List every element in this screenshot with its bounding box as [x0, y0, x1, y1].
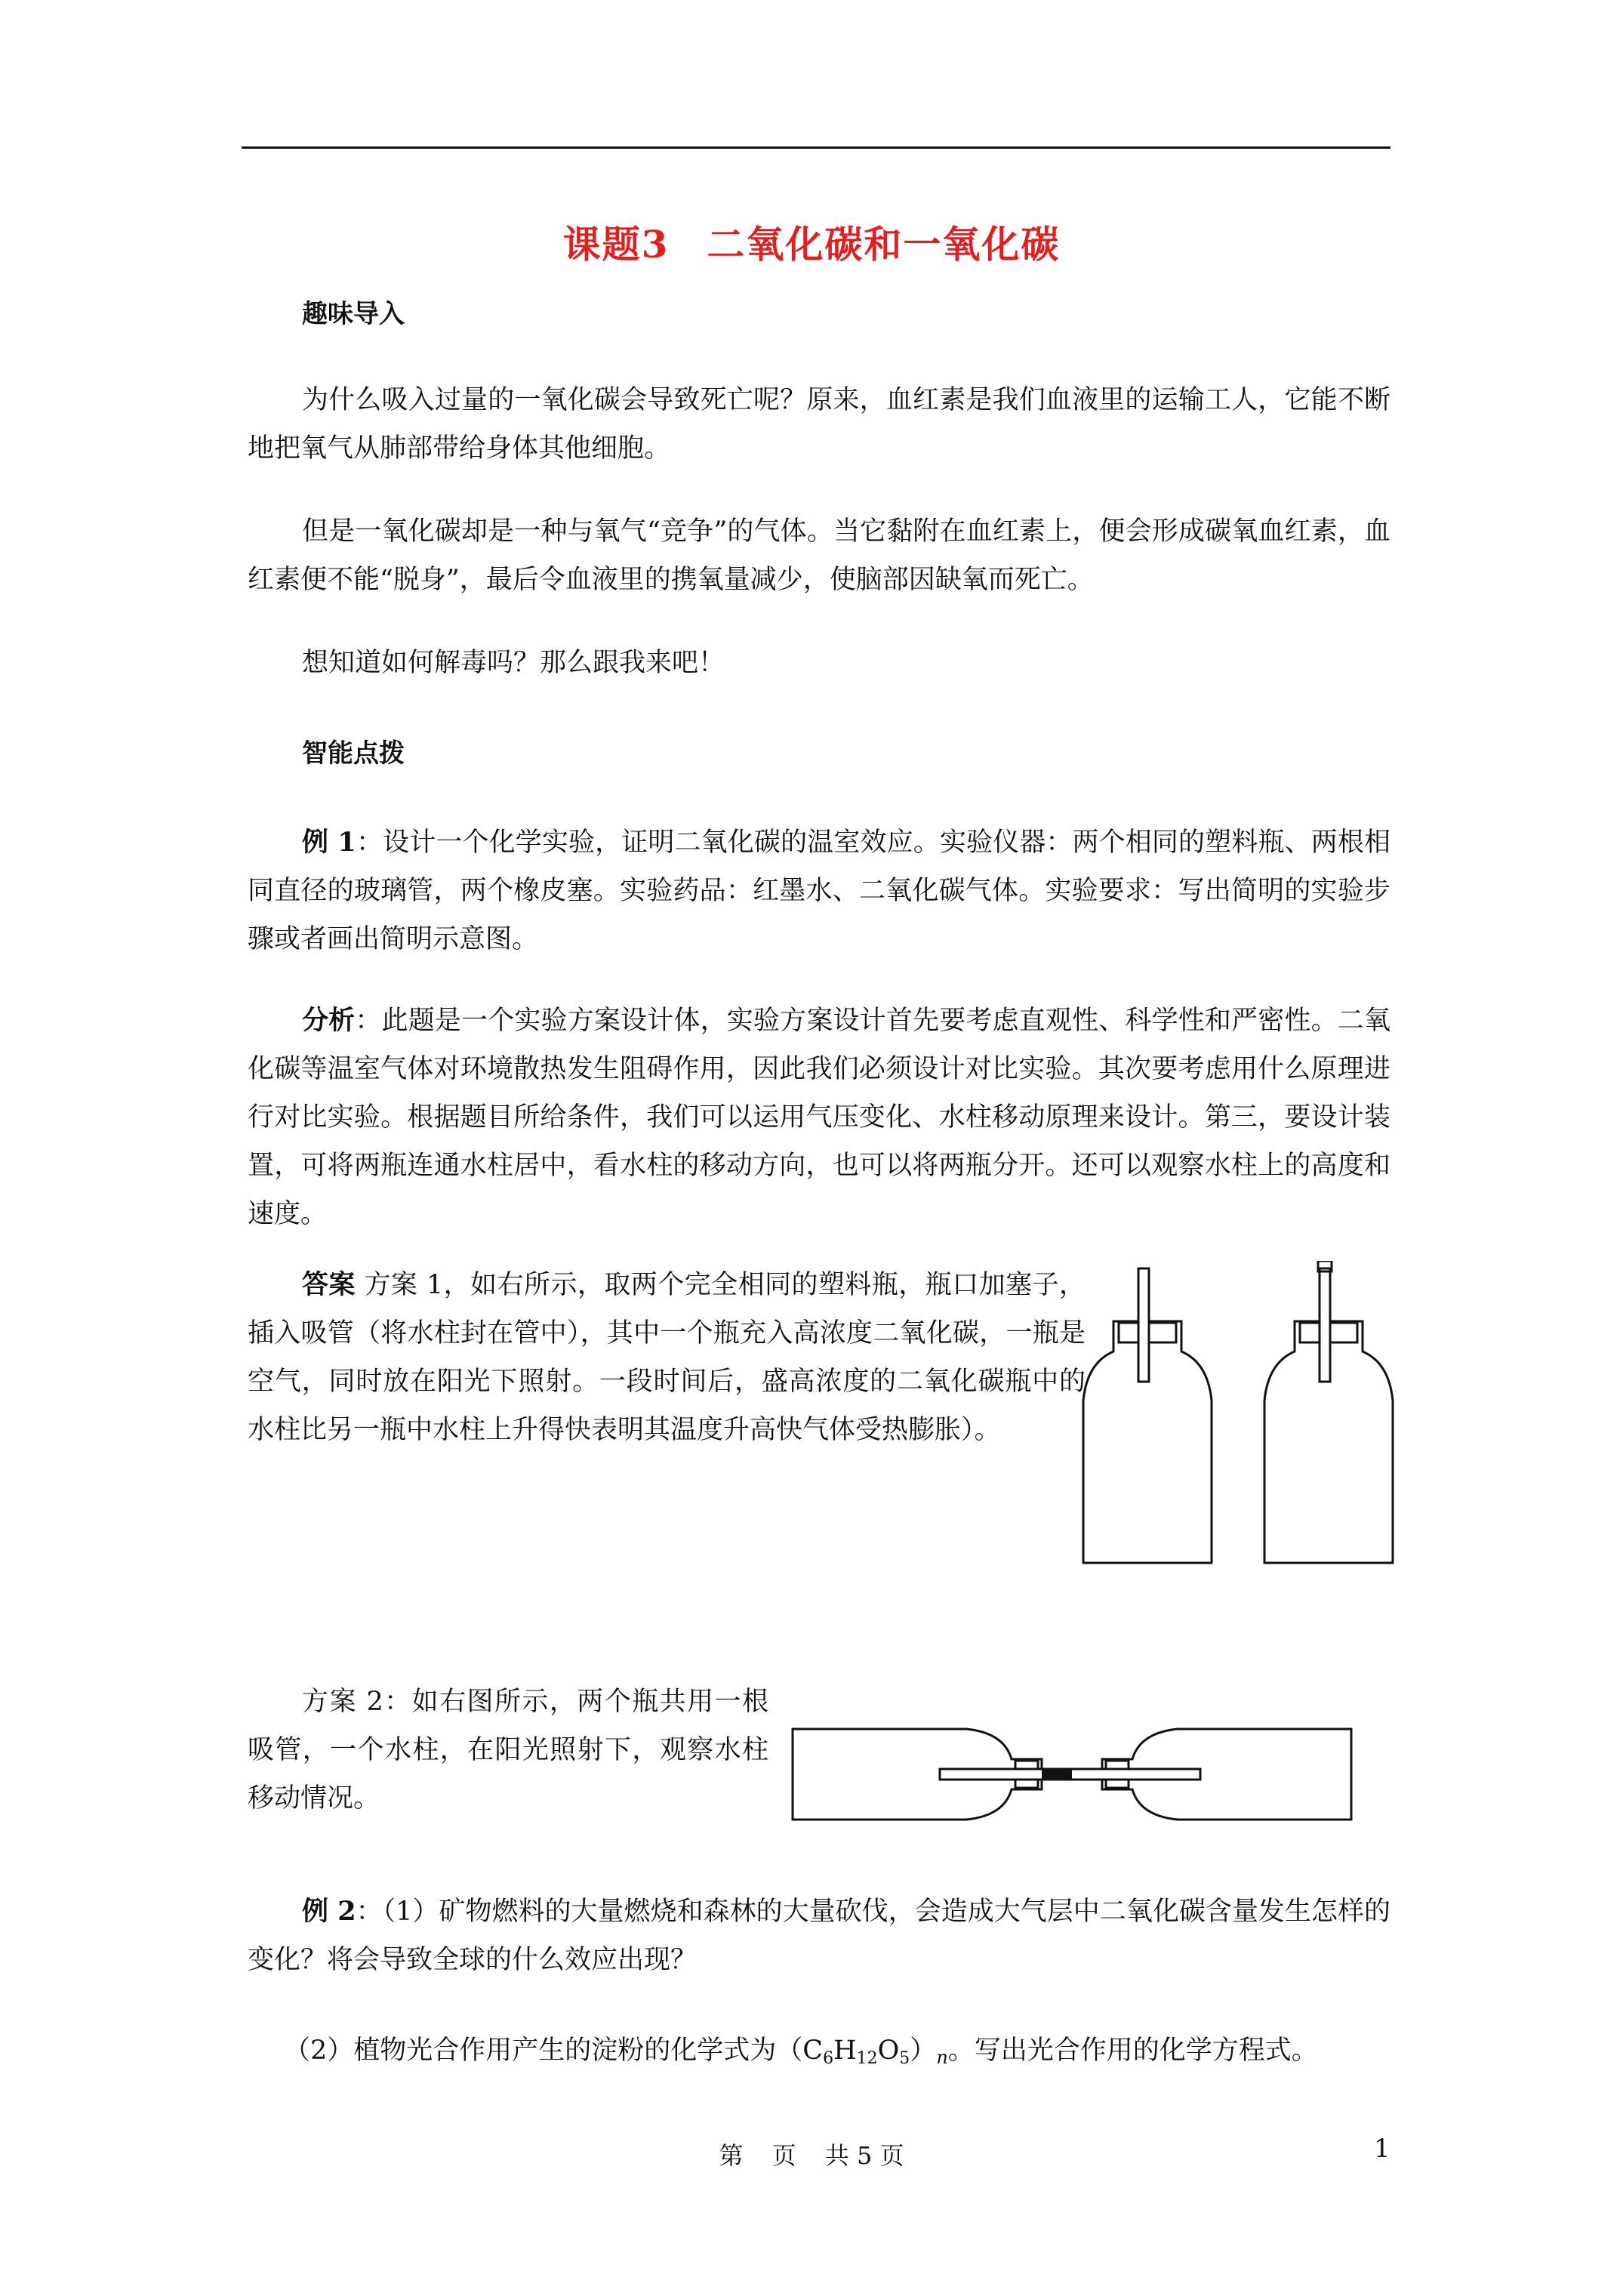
q2-sub-6: 6 [823, 2049, 834, 2068]
q2-h: H [833, 2036, 857, 2066]
title-lesson-number: 课题3 [562, 222, 670, 267]
example-2-label: 例 2 [302, 1896, 356, 1927]
figure-connected-bottles [785, 1714, 1359, 1835]
analysis-label: 分析 [302, 1005, 356, 1036]
intro-heading: 趣味导入 [302, 299, 405, 329]
analysis [248, 997, 1390, 1238]
q2-sub-n: n [936, 2047, 948, 2068]
header-rule [242, 146, 1390, 149]
bottle-left [1083, 1268, 1212, 1563]
example-1 [248, 818, 1390, 963]
example-1-text: ：设计一个化学实验，证明二氧化碳的温室效应。实验仪器：两个相同的塑料瓶、两根相同直径的玻璃管，两个橡皮塞。实验药品：红墨水、二氧化碳气体。实验要求：写出简明的实验步骤或者画出简明示意图。 [248, 827, 1390, 954]
q2-sub-5: 5 [899, 2049, 910, 2068]
q2-text-start: （2）植物光合作用产生的淀粉的化学式为（C [284, 2036, 824, 2066]
q2-close-paren: ） [910, 2036, 937, 2066]
footer-di: 第 [719, 2141, 744, 2170]
page-title [0, 214, 1623, 269]
page-number: 1 [1374, 2134, 1390, 2164]
example-1-label: 例 1 [302, 827, 356, 858]
answer-plan-2: 方案 2：如右图所示，两个瓶共用一根吸管，一个水柱，在阳光照射下，观察水柱移动情况。 [248, 1687, 768, 1814]
tips-heading: 智能点拨 [302, 738, 405, 769]
footer-ye: 页 [771, 2141, 796, 2170]
analysis-text: ：此题是一个实验方案设计体，实验方案设计首先要考虑直观性、科学性和严密性。二氧化碳等温室气体对环境散热发生阻碍作用，因此我们必须设计对比实验。其次要考虑用什么原理进行对比实验。根据题目所给条件，我们可以运用气压变化、水柱移动原理来设计。第三，要设计装置，可将两瓶连通水柱居中，看水柱的移动方向，也可以将两瓶分开。还可以观察水柱上的高度和速度。 [248, 1006, 1390, 1229]
intro-paragraph-1: 为什么吸入过量的一氧化碳会导致死亡呢？原来，血红素是我们血液里的运输工人，它能不断地把氧气从肺部带给身体其他细胞。 [248, 385, 1390, 464]
title-topic: 二氧化碳和一氧化碳 [707, 222, 1061, 267]
answer-label: 答案 [302, 1269, 356, 1300]
q2-sub-12: 12 [856, 2049, 878, 2068]
q2-text-end: 。写出光合作用的化学方程式。 [947, 2036, 1318, 2066]
figure-two-bottles [1072, 1261, 1404, 1578]
intro-paragraph-2: 但是一氧化碳却是一种与氧气“竞争”的气体。当它黏附在血红素上，便会形成碳氧血红素，血红素便不能“脱身”，最后令血液里的携氧量减少，使脑部因缺氧而死亡。 [248, 516, 1390, 595]
q2-o: O [877, 2036, 900, 2066]
footer-total-pages: 共 5 页 [824, 2141, 904, 2170]
example-2-question-2 [248, 2026, 1390, 2083]
answer-text: 方案 1，如右所示，取两个完全相同的塑料瓶，瓶口加塞子，插入吸管（将水柱封在管中），其中一个瓶充入高浓度二氧化碳，一瓶是空气，同时放在阳光下照射。一段时间后，盛高浓度的二氧化碳瓶中的水柱比另一瓶中水柱上升得快表明其温度升高快气体受热膨胀）。 [248, 1270, 1086, 1445]
intro-paragraph-3: 想知道如何解毒吗？那么跟我来吧！ [302, 648, 725, 678]
bottle-right [1264, 1261, 1393, 1563]
example-2 [248, 1888, 1390, 1984]
example-2-text: ：（1）矿物燃料的大量燃烧和森林的大量砍伐，会造成大气层中二氧化碳含量发生怎样的变化？将会导致全球的什么效应出现？ [248, 1897, 1390, 1975]
water-column [1042, 1769, 1072, 1780]
answer-plan-1 [248, 1261, 1086, 1454]
